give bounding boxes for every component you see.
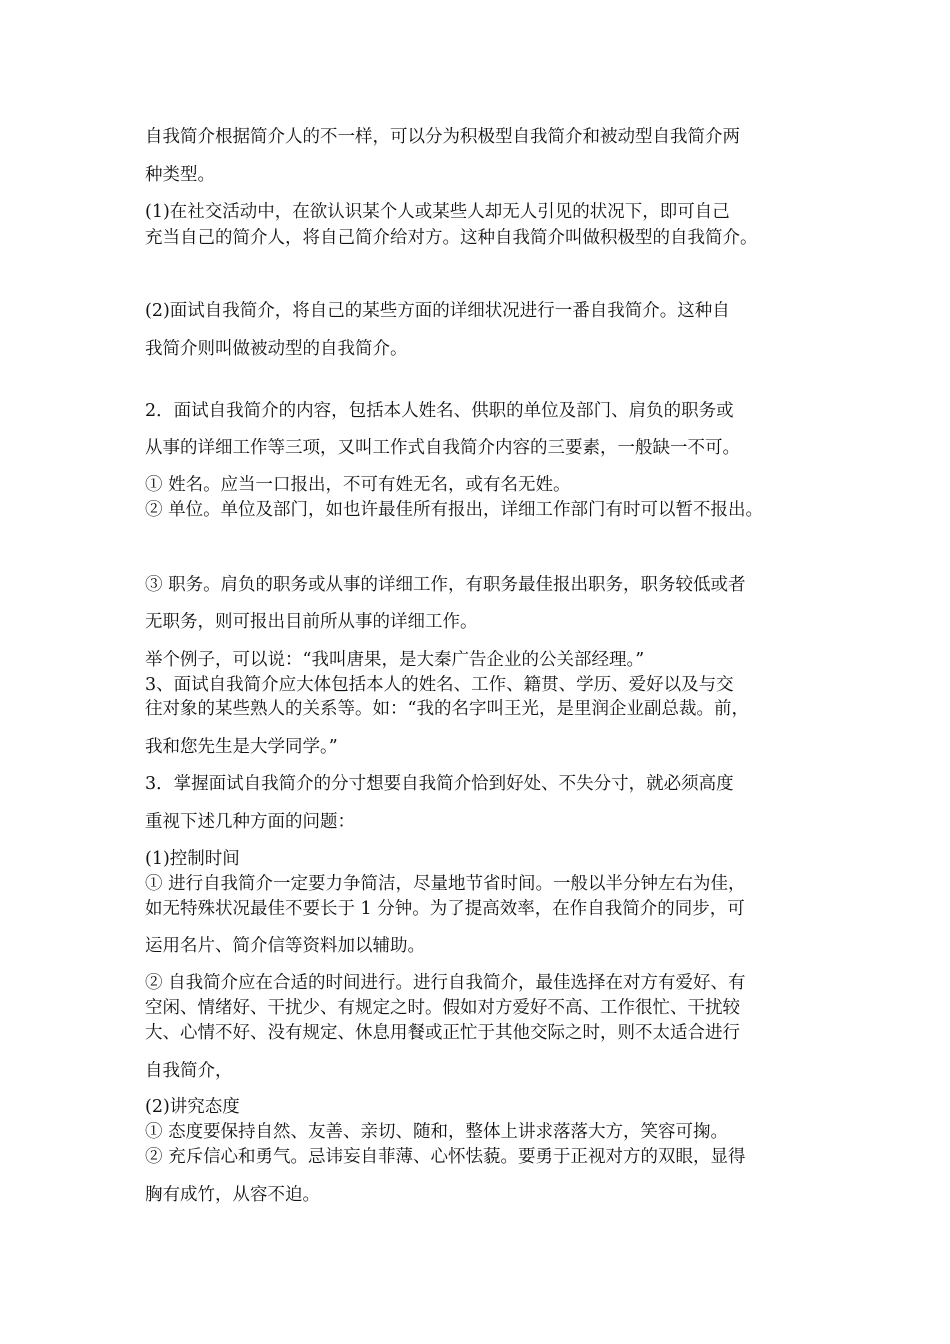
paragraph-line: 举个例子，可以说：“我叫唐果，是大秦广告企业的公关部经理。”: [145, 650, 645, 670]
paragraph-line: 我和您先生是大学同学。”: [145, 737, 338, 757]
paragraph-line: 2．面试自我简介的内容，包括本人姓名、供职的单位及部门、肩负的职务或: [145, 401, 734, 421]
paragraph-line: 如无特殊状况最佳不要长于 1 分钟。为了提高效率，在作自我简介的同步，可: [145, 899, 745, 919]
paragraph-line: 3．掌握面试自我简介的分寸想要自我简介恰到好处、不失分寸，就必须高度: [145, 774, 734, 794]
paragraph-line: 大、心情不好、没有规定、休息用餐或正忙于其他交际之时，则不太适合进行: [145, 1023, 740, 1043]
paragraph-line: 从事的详细工作等三项，又叫工作式自我简介内容的三要素，一般缺一不可。: [145, 438, 740, 458]
paragraph-line: 我简介则叫做被动型的自我简介。: [145, 339, 408, 359]
list-item: ③ 职务。肩负的职务或从事的详细工作，有职务最佳报出职务，职务较低或者: [145, 575, 746, 595]
list-item: ② 自我简介应在合适的时间进行。进行自我简介，最佳选择在对方有爱好、有: [145, 973, 746, 993]
list-item: ① 态度要保持自然、友善、亲切、随和，整体上讲求落落大方，笑容可掬。: [145, 1122, 729, 1142]
section-heading: (2)讲究态度: [145, 1097, 240, 1117]
list-item: ① 进行自我简介一定要力争简洁，尽量地节省时间。一般以半分钟左右为佳，: [145, 874, 746, 894]
paragraph-line: (2)面试自我简介，将自己的某些方面的详细状况进行一番自我简介。这种自: [145, 301, 730, 321]
paragraph-line: (1)在社交活动中，在欲认识某个人或某些人却无人引见的状况下，即可自己: [145, 202, 730, 222]
paragraph-line: 空闲、情绪好、干扰少、有规定之时。假如对方爱好不高、工作很忙、干扰较: [145, 998, 740, 1018]
paragraph-line: 充当自己的简介人，将自己简介给对方。这种自我简介叫做积极型的自我简介。: [145, 228, 758, 248]
paragraph-line: 重视下述几种方面的问题：: [145, 812, 355, 832]
list-item: ① 姓名。应当一口报出，不可有姓无名，或有名无姓。: [145, 475, 571, 495]
paragraph-line: 自我简介根据简介人的不一样，可以分为积极型自我简介和被动型自我简介两: [145, 127, 740, 147]
paragraph-line: 种类型。: [145, 165, 215, 185]
paragraph-line: 自我简介，: [145, 1061, 233, 1081]
paragraph-line: 往对象的某些熟人的关系等。如：“我的名字叫王光，是里润企业副总裁。前，: [145, 699, 749, 719]
paragraph-line: 3、面试自我简介应大体包括本人的姓名、工作、籍贯、学历、爱好以及与交: [145, 675, 734, 695]
section-heading: (1)控制时间: [145, 849, 240, 869]
paragraph-line: 无职务，则可报出目前所从事的详细工作。: [145, 612, 478, 632]
list-item: ② 充斥信心和勇气。忌讳妄自菲薄、心怀怯藐。要勇于正视对方的双眼，显得: [145, 1147, 746, 1167]
list-item: ② 单位。单位及部门，如也许最佳所有报出，详细工作部门有时可以暂不报出。: [145, 500, 764, 520]
paragraph-line: 胸有成竹，从容不迫。: [145, 1185, 320, 1205]
paragraph-line: 运用名片、简介信等资料加以辅助。: [145, 936, 425, 956]
